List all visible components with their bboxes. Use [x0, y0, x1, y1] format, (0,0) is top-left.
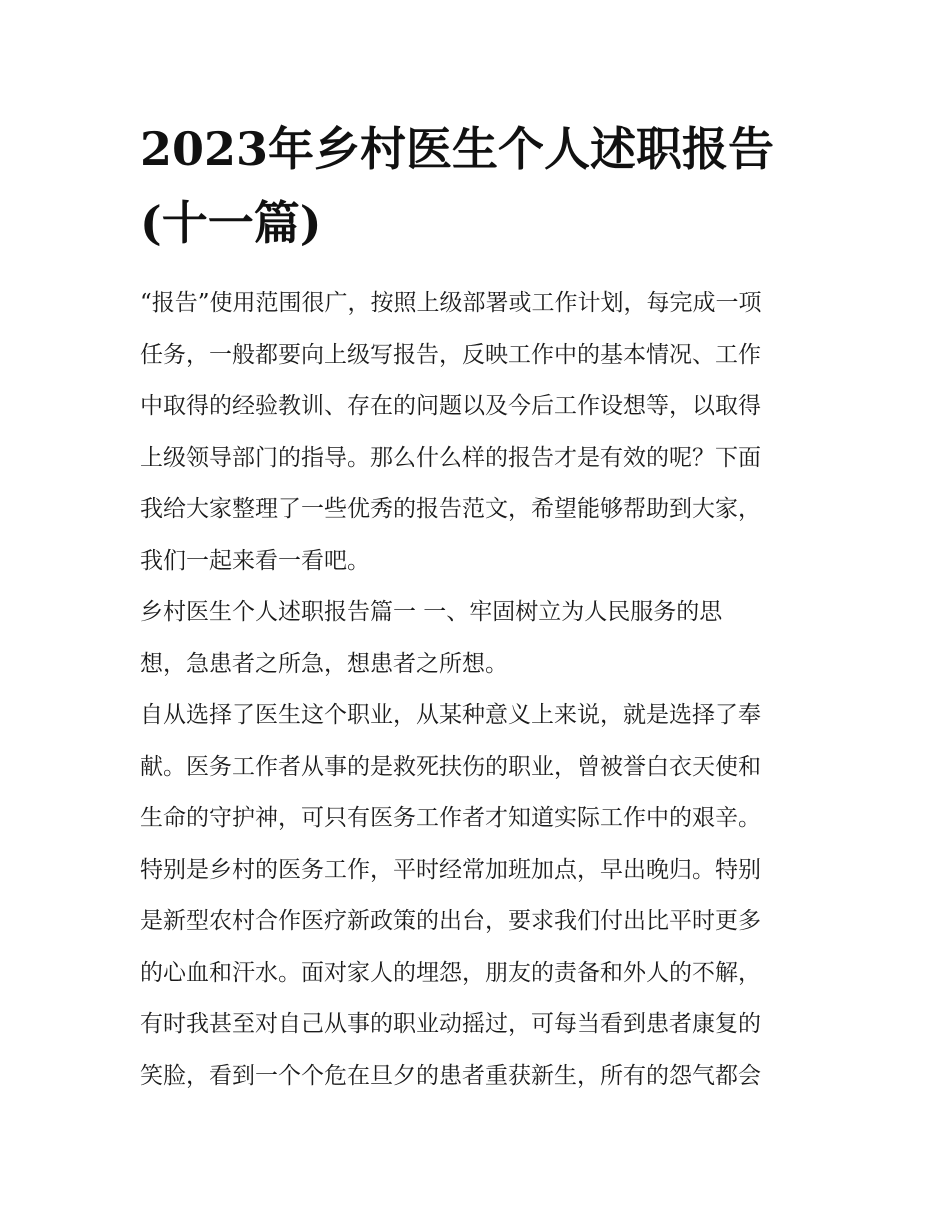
body-line: 献。医务工作者从事的是救死扶伤的职业，曾被誉白衣天使和	[140, 753, 761, 780]
section-heading-line: 想，急患者之所急，想患者之所想。	[140, 650, 508, 677]
body-line: 自从选择了医生这个职业，从某种意义上来说，就是选择了奉	[140, 702, 761, 728]
body-line: 特别是乡村的医务工作，平时经常加班加点，早出晚归。特别	[140, 856, 761, 883]
body-line: 上级领导部门的指导。那么什么样的报告才是有效的呢？下面	[140, 444, 761, 471]
title-line: 2023年乡村医生个人述职报告	[140, 122, 775, 176]
body-line: “报告”使用范围很广，按照上级部署或工作计划，每完成一项	[140, 290, 762, 316]
body-line: 是新型农村合作医疗新政策的出台，要求我们付出比平时更多	[140, 908, 761, 934]
body-line: 笑脸，看到一个个危在旦夕的患者重获新生，所有的怨气都会	[140, 1062, 761, 1089]
section-heading-line: 乡村医生个人述职报告篇一 一、牢固树立为人民服务的思	[140, 599, 723, 625]
document-title	[140, 112, 840, 260]
body-line: 我给大家整理了一些优秀的报告范文，希望能够帮助到大家，	[140, 496, 761, 522]
title-line: (十一篇)	[140, 196, 322, 250]
document-body	[140, 278, 820, 1102]
body-line: 我们一起来看一看吧。	[140, 547, 370, 574]
body-line: 有时我甚至对自己从事的职业动摇过，可每当看到患者康复的	[140, 1011, 761, 1037]
body-line: 生命的守护神，可只有医务工作者才知道实际工作中的艰辛。	[140, 805, 761, 831]
body-line: 任务，一般都要向上级写报告，反映工作中的基本情况、工作	[140, 341, 761, 368]
body-line: 中取得的经验教训、存在的问题以及今后工作设想等，以取得	[140, 393, 761, 419]
body-line: 的心血和汗水。面对家人的埋怨，朋友的责备和外人的不解，	[140, 959, 761, 986]
